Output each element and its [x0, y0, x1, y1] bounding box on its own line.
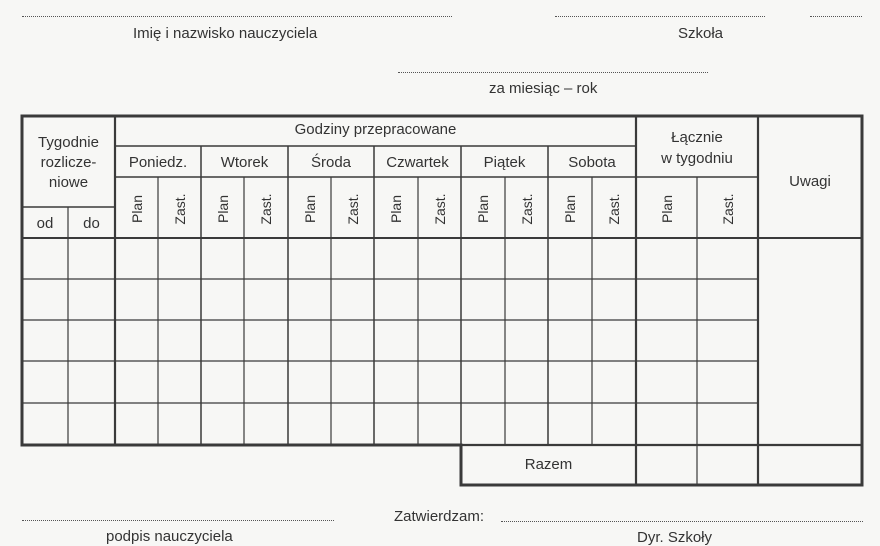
week-from-header: od: [36, 215, 54, 232]
weekly-total-line-1: Łącznie: [671, 129, 723, 146]
sum-zast-cell[interactable]: [699, 447, 756, 483]
wednesday-plan-label: Plan: [302, 194, 318, 224]
day-header-saturday: Sobota: [568, 154, 616, 171]
day-header-wednesday: Środa: [310, 154, 352, 171]
director-label: Dyr. Szkoły: [637, 529, 713, 546]
weeks-header: [22, 133, 115, 193]
day-header-tuesday: Wtorek: [220, 154, 269, 171]
monday-zast-label: Zast.: [172, 193, 188, 225]
sum-label: Razem: [524, 456, 573, 473]
total-plan-label: Plan: [659, 194, 675, 224]
weekly-total-header: [636, 127, 758, 169]
day-header-thursday: Czwartek: [386, 154, 449, 171]
approve-label: Zatwierdzam:: [394, 508, 485, 525]
month-year-label: za miesiąc – rok: [489, 80, 598, 97]
wednesday-zast-label: Zast.: [345, 193, 361, 225]
teacher-signature-line[interactable]: [22, 520, 334, 521]
week-to-header: do: [83, 215, 100, 232]
tuesday-plan-label: Plan: [215, 194, 231, 224]
friday-zast-label: Zast.: [519, 193, 535, 225]
tuesday-zast-label: Zast.: [258, 193, 274, 225]
hours-entry-area[interactable]: [24, 240, 756, 443]
teacher-name-label: Imię i nazwisko nauczyciela: [133, 25, 318, 42]
saturday-zast-label: Zast.: [606, 193, 622, 225]
hours-worked-header: Godziny przepracowane: [294, 121, 457, 138]
monday-plan-label: Plan: [129, 194, 145, 224]
thursday-plan-label: Plan: [388, 194, 404, 224]
remarks-entry-area[interactable]: [760, 240, 860, 483]
remarks-header: Uwagi: [789, 173, 831, 190]
weeks-header-line-1: Tygodnie: [38, 134, 99, 151]
day-header-monday: Poniedz.: [128, 154, 188, 171]
saturday-plan-label: Plan: [562, 194, 578, 224]
sum-plan-cell[interactable]: [638, 447, 695, 483]
thursday-zast-label: Zast.: [432, 193, 448, 225]
weekly-total-line-2: w tygodniu: [661, 150, 733, 167]
total-zast-label: Zast.: [720, 193, 736, 225]
director-signature-line[interactable]: [501, 521, 863, 522]
teacher-signature-label: podpis nauczyciela: [106, 528, 233, 545]
friday-plan-label: Plan: [475, 194, 491, 224]
day-header-friday: Piątek: [483, 154, 526, 171]
weeks-header-line-2: rozlicze-: [40, 154, 97, 171]
weeks-header-line-3: niowe: [48, 174, 89, 191]
school-label: Szkoła: [678, 25, 724, 42]
